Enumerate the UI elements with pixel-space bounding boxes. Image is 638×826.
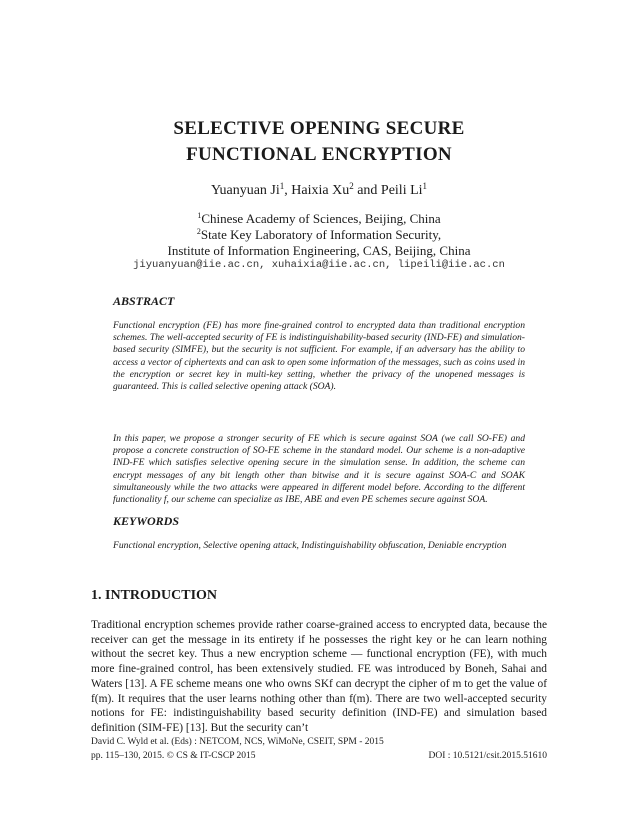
footer-editors: David C. Wyld et al. (Eds) : NETCOM, NCS, WiMoNe, CSEIT, SPM - 2015 (91, 737, 384, 747)
keywords-heading: KEYWORDS (113, 514, 180, 528)
author-affil-mark: 1 (422, 181, 428, 191)
abstract-paragraph-1: Functional encryption (FE) has more fine-grained control to encrypted data than traditional encryption schemes. The well-accepted security of FE is indistinguishability-based security (IND-FE) and simulation-based security (SIMFE), but the security is not sufficient. For example, if an adversary has the ability to access a vector of ciphertexts and can ask to open some information of the messages, such as coins used in the encryption or secret key in multi-key setting, whether the privacy of the unopened messages is guaranteed. This is called selective opening attack (SOA). (113, 320, 525, 393)
affiliation-1: $^1$Chinese Academy of Sciences, Beijing, China (197, 211, 441, 226)
author-emails: jiyuanyuan@iie.ac.cn, xuhaixia@iie.ac.cn, lipeili@iie.ac.cn (133, 259, 505, 271)
author-name: Peili Li (380, 183, 423, 198)
affiliation-3: Institute of Information Engineering, CAS, Beijing, China (167, 243, 471, 258)
abstract-paragraph-2: In this paper, we propose a stronger security of FE which is secure against SOA (we call SO-FE) and propose a concrete construction of SO-FE scheme in the standard model. Our scheme is a non-adaptive IND-FE which satisfies selective opening secure in the simulation sense. In addition, the scheme can encrypt messages of any bit length other than bitwise and it is secure against SOA-C and SOAK simultaneously while the two attacks were appeared in different model before. According to the different functionality f, our scheme can specialize as IBE, ABE and even PE schemes secure against SOA. (113, 433, 525, 506)
paper-title-line-2: FUNCTIONAL ENCRYPTION (186, 144, 452, 165)
author-list: Yuanyuan Ji$^1$, Haixia Xu$^2$ and Peili Li$^1$ (210, 181, 428, 198)
author-affil-mark: 2 (349, 181, 354, 191)
footer-doi: DOI : 10.5121/csit.2015.51610 (428, 751, 547, 761)
keywords-text: Functional encryption, Selective opening attack, Indistinguishability obfuscation, Deniable encryption (113, 540, 507, 551)
introduction-text: Traditional encryption schemes provide rather coarse-grained access to encrypted data, because the receiver can get the message in its entirety if he possesses the right key or he can learn nothing without the secret key. Thus a new encryption scheme — functional encryption (FE), with much more fine-grained control, has been extensively studied. FE was introduced by Boneh, Sahai and Waters [13]. A FE scheme means one who owns SKf can decrypt the cipher of m to get the value of f(m). It requires that the user learns nothing other than f(m). There are two well-accepted security notions for FE: indistinguishability based security definition (IND-FE) and simulation based definition (SIM-FE) [13]. But the security can’t (91, 619, 547, 734)
author-name: Haixia Xu (291, 183, 350, 198)
affiliation-2: $^2$State Key Laboratory of Information Security, (196, 227, 442, 242)
paper-title-line-1: SELECTIVE OPENING SECURE (173, 118, 465, 139)
footer-pages: pp. 115–130, 2015. © CS & IT-CSCP 2015 (91, 751, 256, 761)
author-affil-mark: 1 (279, 181, 285, 191)
author-name: Yuanyuan Ji (210, 183, 280, 198)
introduction-heading: 1. INTRODUCTION (91, 588, 218, 603)
abstract-heading: ABSTRACT (113, 294, 175, 308)
